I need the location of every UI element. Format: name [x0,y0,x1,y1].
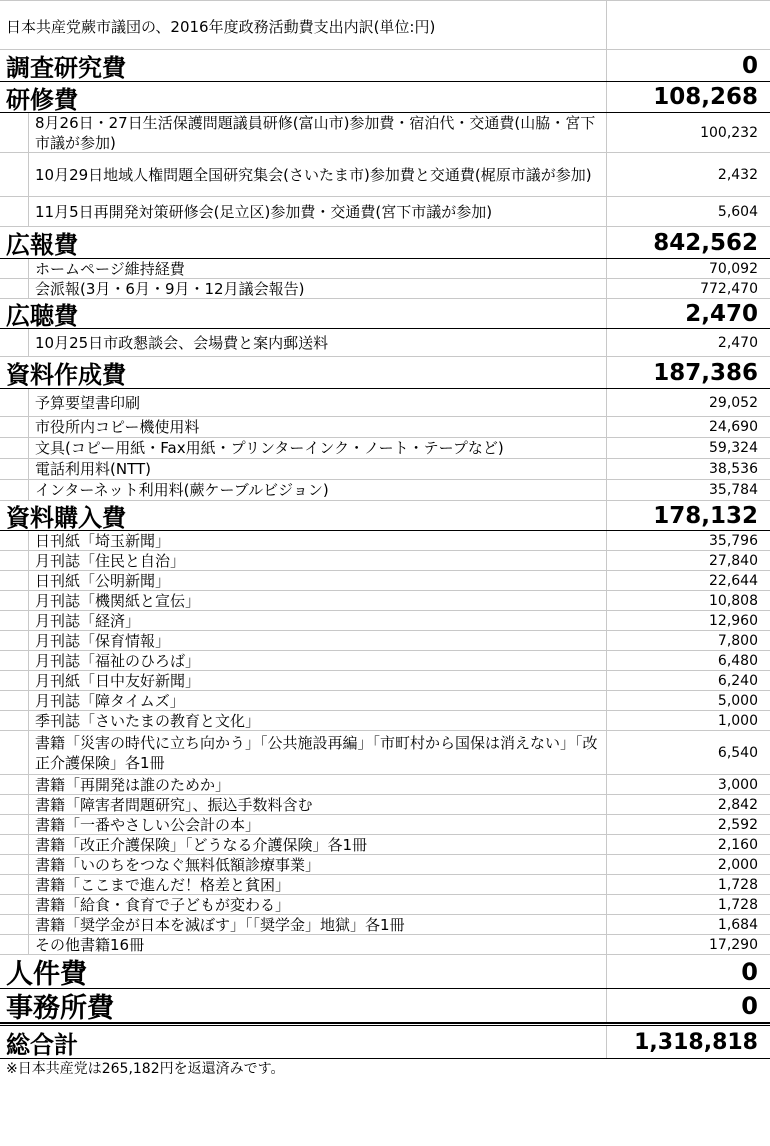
item-label: 日刊紙「埼玉新聞」 [28,531,607,550]
item-row [0,531,770,551]
item-amount: 6,540 [717,744,758,761]
item-label: 書籍「災害の時代に立ち向かう」「公共施設再編」「市町村から国保は消えない」「改正介護保険」各1冊 [28,731,607,774]
category-name: 研修費 [0,82,607,112]
item-amount: 2,432 [717,166,758,183]
item-amount: 5,000 [717,692,758,709]
category-total: 178,132 [653,502,758,529]
item-label: 月刊紙「日中友好新聞」 [28,671,607,690]
item-row [0,591,770,611]
item-amount: 29,052 [709,394,758,411]
item-row [0,915,770,935]
item-label: ホームページ維持経費 [28,259,607,278]
item-row [0,855,770,875]
category-name: 広報費 [0,227,607,258]
item-row [0,113,770,153]
category-row [0,357,770,389]
item-amount: 1,728 [717,876,758,893]
category-row [0,955,770,989]
category-name: 事務所費 [0,989,607,1022]
item-amount: 7,800 [717,632,758,649]
category-total: 842,562 [653,229,758,256]
item-amount: 772,470 [700,280,758,297]
item-row [0,459,770,480]
item-label: 8月26日・27日生活保護問題議員研修(富山市)参加費・宿泊代・交通費(山脇・宮下市議が参加) [28,113,607,152]
item-row [0,259,770,279]
item-amount: 6,240 [717,672,758,689]
item-amount: 2,470 [717,334,758,351]
category-row [0,501,770,531]
item-label: 11月5日再開発対策研修会(足立区)参加費・交通費(宮下市議が参加) [28,197,607,226]
item-label: 書籍「奨学金が日本を滅ぼす」「「奨学金」地獄」各1冊 [28,915,607,934]
item-label: 書籍「障害者問題研究」、振込手数料含む [28,795,607,814]
item-amount: 1,000 [717,712,758,729]
item-label: 月刊誌「福祉のひろば」 [28,651,607,670]
item-row [0,279,770,299]
item-amount: 38,536 [709,461,758,477]
item-row [0,480,770,501]
item-row [0,711,770,731]
item-label: 月刊誌「住民と自治」 [28,551,607,570]
category-total: 0 [741,52,758,79]
item-amount: 3,000 [717,776,758,793]
category-row [0,989,770,1023]
item-amount: 27,840 [709,552,758,569]
category-row [0,50,770,82]
category-name: 調査研究費 [0,50,607,81]
item-label: 月刊誌「機関紙と宣伝」 [28,591,607,610]
item-row [0,571,770,591]
item-row [0,631,770,651]
item-row [0,795,770,815]
item-row [0,153,770,197]
item-row [0,329,770,357]
category-total: 0 [741,991,758,1020]
item-label: 日刊紙「公明新聞」 [28,571,607,590]
item-label: 月刊誌「障タイムズ」 [28,691,607,710]
category-row [0,299,770,329]
category-list [0,50,770,1023]
item-row [0,417,770,438]
item-amount: 100,232 [700,124,758,141]
item-label: 会派報(3月・6月・9月・12月議会報告) [28,279,607,298]
item-row [0,438,770,459]
item-label: 書籍「一番やさしい公会計の本」 [28,815,607,834]
item-row [0,731,770,775]
item-row [0,197,770,227]
item-label: 書籍「いのちをつなぐ無料低額診療事業」 [28,855,607,874]
item-amount: 35,796 [709,532,758,549]
item-row [0,815,770,835]
item-amount: 35,784 [709,482,758,498]
item-amount: 5,604 [717,203,758,220]
category-total: 108,268 [653,84,758,110]
item-amount: 2,842 [717,796,758,813]
item-amount: 59,324 [709,440,758,456]
item-amount: 70,092 [709,260,758,277]
category-row [0,82,770,113]
item-amount: 22,644 [709,572,758,589]
item-label: 季刊誌「さいたまの教育と文化」 [28,711,607,730]
item-label: 予算要望書印刷 [28,389,607,416]
category-name: 広聴費 [0,299,607,328]
item-label: 書籍「再開発は誰のためか」 [28,775,607,794]
item-row [0,671,770,691]
category-name: 資料作成費 [0,357,607,388]
item-amount: 17,290 [709,936,758,953]
footnote: ※日本共産党は265,182円を返還済みです。 [6,1061,285,1077]
category-name: 人件費 [0,955,607,988]
item-row [0,551,770,571]
item-label: 月刊誌「保育情報」 [28,631,607,650]
item-row [0,935,770,955]
item-label: 書籍「給食・食育で子どもが変わる」 [28,895,607,914]
title-row [0,0,770,50]
category-row [0,227,770,259]
item-amount: 24,690 [709,419,758,435]
item-amount: 1,684 [717,916,758,933]
sheet-title: 日本共産党蕨市議団の、2016年度政務活動費支出内訳(単位:円) [0,1,607,49]
item-amount: 12,960 [709,612,758,629]
item-amount: 6,480 [717,652,758,669]
item-label: 10月29日地域人権問題全国研究集会(さいたま市)参加費と交通費(梶原市議が参加) [28,153,607,196]
item-row [0,691,770,711]
grand-total-row [0,1023,770,1059]
item-amount: 2,000 [717,856,758,873]
item-label: その他書籍16冊 [28,935,607,954]
category-total: 0 [741,957,758,986]
item-amount: 1,728 [717,896,758,913]
item-row [0,835,770,855]
item-row [0,775,770,795]
item-row [0,875,770,895]
item-label: 文具(コピー用紙・Fax用紙・プリンターインク・ノート・テープなど) [28,438,607,458]
item-row [0,389,770,417]
item-label: 電話利用料(NTT) [28,459,607,479]
item-amount: 10,808 [709,592,758,609]
item-label: 10月25日市政懇談会、会場費と案内郵送料 [28,329,607,356]
item-amount: 2,160 [717,836,758,853]
item-row [0,611,770,631]
item-label: 月刊誌「経済」 [28,611,607,630]
category-name: 資料購入費 [0,501,607,530]
item-label: 書籍「改正介護保険」「どうなる介護保険」各1冊 [28,835,607,854]
grand-total-amount: 1,318,818 [634,1029,758,1055]
item-label: 書籍「ここまで進んだ！格差と貧困」 [28,875,607,894]
category-total: 187,386 [653,359,758,386]
grand-total-label: 総合計 [0,1026,607,1058]
category-total: 2,470 [685,300,758,327]
item-row [0,895,770,915]
title-empty-cell [607,1,770,49]
item-amount: 2,592 [717,816,758,833]
item-label: インターネット利用料(蕨ケーブルビジョン) [28,480,607,500]
item-label: 市役所内コピー機使用料 [28,417,607,437]
item-row [0,651,770,671]
